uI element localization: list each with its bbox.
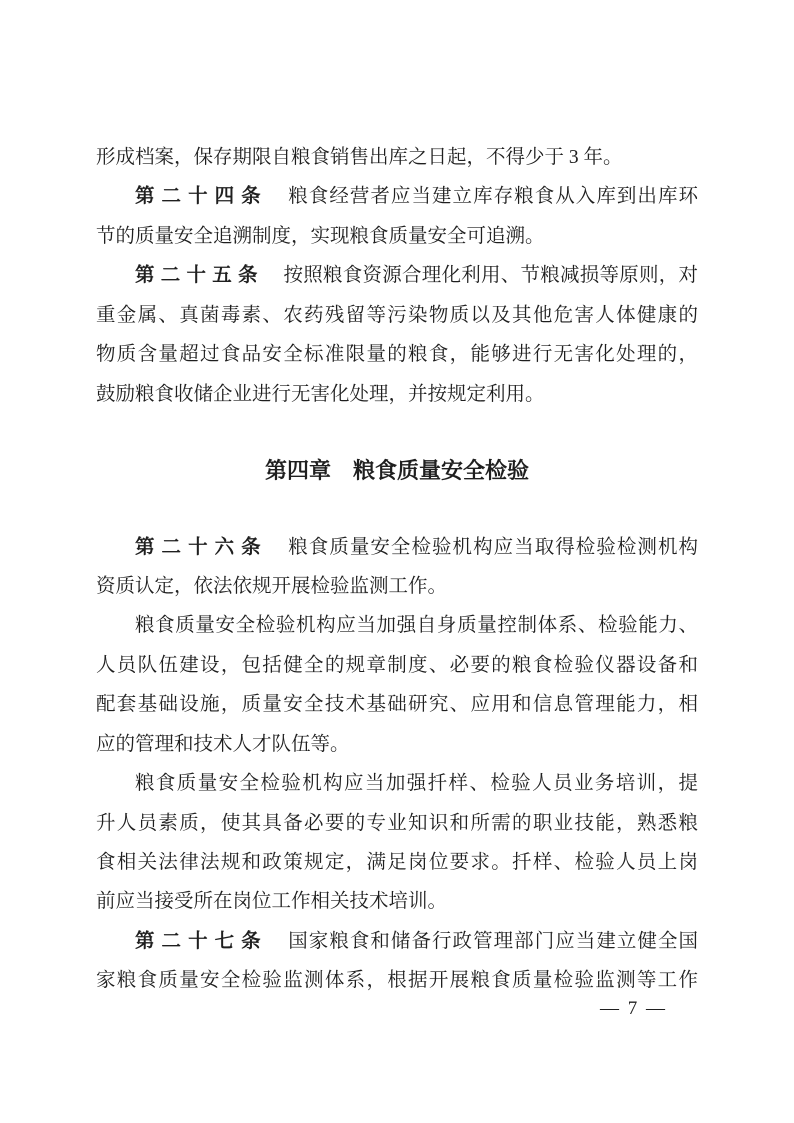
document-text-line: 第二十六条 粮食质量安全检验机构应当取得检验检测机构 bbox=[135, 535, 698, 558]
document-text-line: 第二十七条 国家粮食和储备行政管理部门应当建立健全国 bbox=[135, 929, 698, 952]
document-text-line: 家粮食质量安全检验监测体系，根据开展粮食质量检验监测等工作 bbox=[96, 970, 698, 992]
document-text-line: 物质含量超过食品安全标准限量的粮食，能够进行无害化处理的， bbox=[96, 344, 698, 366]
page-number: — 7 — bbox=[600, 998, 667, 1019]
document-text-line: 第二十五条 按照粮食资源合理化利用、节粮减损等原则，对 bbox=[135, 264, 698, 287]
document-text-line: 配套基础设施，质量安全技术基础研究、应用和信息管理能力，相 bbox=[96, 694, 698, 716]
chapter-heading: 第四章 粮食质量安全检验 bbox=[264, 458, 529, 484]
document-text-line: 资质认定，依法依规开展检验监测工作。 bbox=[96, 575, 448, 597]
document-body bbox=[96, 138, 698, 1001]
article-number-label: 第二十四条 bbox=[135, 185, 268, 208]
document-text-line: 重金属、真菌毒素、农药残留等污染物质以及其他危害人体健康的 bbox=[96, 304, 698, 326]
article-number-label: 第二十七条 bbox=[135, 929, 268, 952]
article-number-label: 第二十五条 bbox=[135, 264, 264, 287]
document-text-line: 鼓励粮食收储企业进行无害化处理，并按规定利用。 bbox=[96, 383, 545, 405]
section-before-heading bbox=[96, 138, 698, 414]
document-text-line: 食相关法律法规和政策规定，满足岗位要求。扦样、检验人员上岗 bbox=[96, 852, 698, 873]
document-text-line: 粮食质量安全检验机构应当加强扦样、检验人员业务培训，提 bbox=[135, 773, 698, 795]
document-text-line: 第二十四条 粮食经营者应当建立库存粮食从入库到出库环 bbox=[135, 185, 698, 208]
document-text-line: 粮食质量安全检验机构应当加强自身质量控制体系、检验能力、 bbox=[135, 615, 698, 637]
document-text-line: 前应当接受所在岗位工作相关技术培训。 bbox=[96, 891, 448, 913]
section-after-heading bbox=[96, 528, 698, 1001]
document-text-line: 节的质量安全追溯制度，实现粮食质量安全可追溯。 bbox=[96, 225, 545, 247]
article-number-label: 第二十六条 bbox=[135, 535, 268, 558]
document-text-line: 升人员素质，使其具备必要的专业知识和所需的职业技能，熟悉粮 bbox=[96, 812, 698, 834]
document-text-line: 形成档案，保存期限自粮食销售出库之日起，不得少于 3 年。 bbox=[96, 147, 623, 168]
document-text-line: 应的管理和技术人才队伍等。 bbox=[96, 733, 350, 755]
document-text-line: 人员队伍建设，包括健全的规章制度、必要的粮食检验仪器设备和 bbox=[96, 654, 698, 676]
